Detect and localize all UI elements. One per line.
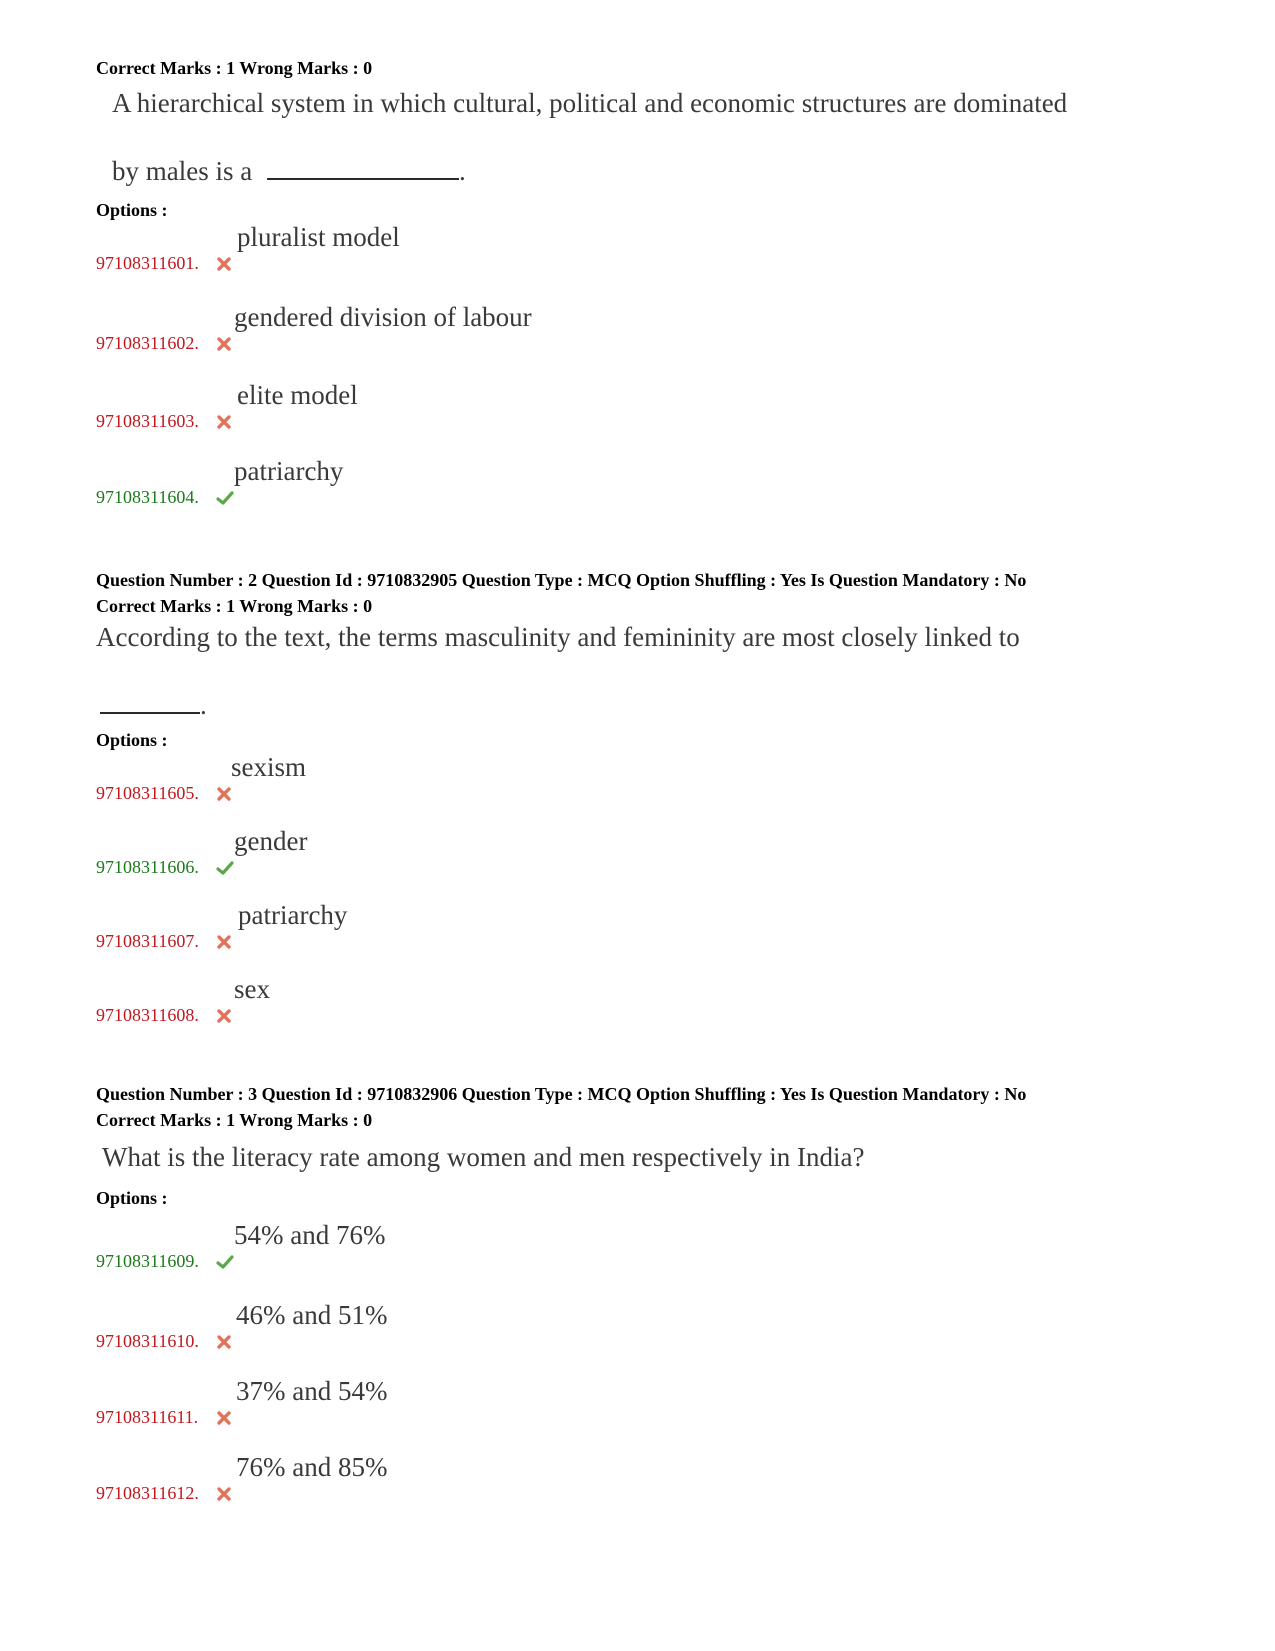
option-text: sex [234, 974, 270, 1004]
option-text: 76% and 85% [236, 1452, 388, 1482]
q2-header: Question Number : 2 Question Id : 9710832905 Question Type : MCQ Option Shuffling : Yes Is Question Mandatory : No [96, 570, 1027, 590]
q2-blank [100, 686, 200, 714]
option-text: 37% and 54% [236, 1376, 388, 1406]
q3-text-line1: What is the literacy rate among women and men respectively in India? [102, 1142, 865, 1172]
q2-text-line1: According to the text, the terms masculinity and femininity are most closely linked to [96, 622, 1020, 652]
option-text: 46% and 51% [236, 1300, 388, 1330]
option-id: 97108311601. [96, 253, 199, 273]
q1-option-3 [96, 380, 1096, 440]
wrong-cross-icon [216, 1008, 232, 1024]
q3-header: Question Number : 3 Question Id : 9710832906 Question Type : MCQ Option Shuffling : Yes Is Question Mandatory : No [96, 1084, 1027, 1104]
option-id: 97108311604. [96, 487, 199, 507]
correct-check-icon [216, 1254, 232, 1270]
correct-check-icon [216, 860, 232, 876]
correct-check-icon [216, 490, 232, 506]
q3-option-4 [96, 1452, 1096, 1512]
q1-option-1 [96, 222, 1096, 282]
wrong-cross-icon [216, 414, 232, 430]
q2-option-1 [96, 752, 1096, 812]
q3-option-1 [96, 1220, 1096, 1280]
wrong-cross-icon [216, 336, 232, 352]
option-text: patriarchy [238, 900, 348, 930]
option-text: sexism [231, 752, 307, 782]
wrong-cross-icon [216, 1334, 232, 1350]
q1-marks: Correct Marks : 1 Wrong Marks : 0 [96, 58, 373, 78]
option-text: gender [234, 826, 308, 856]
wrong-cross-icon [216, 786, 232, 802]
q2-text-line2 [96, 686, 207, 721]
option-id: 97108311612. [96, 1483, 199, 1503]
option-text: 54% and 76% [234, 1220, 386, 1250]
option-id: 97108311602. [96, 333, 199, 353]
q1-blank [267, 152, 459, 180]
q1-text-end: . [458, 156, 466, 186]
option-id: 97108311608. [96, 1005, 199, 1025]
q2-text-end: . [200, 690, 207, 720]
wrong-cross-icon [216, 256, 232, 272]
q3-option-2 [96, 1300, 1096, 1360]
wrong-cross-icon [216, 1410, 232, 1426]
option-id: 97108311605. [96, 783, 199, 803]
wrong-cross-icon [216, 1486, 232, 1502]
wrong-cross-icon [216, 934, 232, 950]
option-id: 97108311609. [96, 1251, 199, 1271]
q2-option-3 [96, 900, 1096, 960]
option-id: 97108311610. [96, 1331, 199, 1351]
option-id: 97108311611. [96, 1407, 199, 1427]
q3-options-label: Options : [96, 1188, 168, 1208]
q3-marks: Correct Marks : 1 Wrong Marks : 0 [96, 1110, 373, 1130]
option-text: elite model [237, 380, 358, 410]
q3-option-3 [96, 1376, 1096, 1436]
option-id: 97108311607. [96, 931, 199, 951]
option-id: 97108311606. [96, 857, 199, 877]
q1-text-line2 [112, 152, 466, 187]
q2-option-4 [96, 974, 1096, 1034]
q1-text-line1: A hierarchical system in which cultural, political and economic structures are dominated [112, 88, 1068, 118]
q2-option-2 [96, 826, 1096, 886]
q1-option-4 [96, 456, 1096, 516]
option-text: gendered division of labour [234, 302, 532, 332]
q2-marks: Correct Marks : 1 Wrong Marks : 0 [96, 596, 373, 616]
option-text: pluralist model [237, 222, 400, 252]
q2-options-label: Options : [96, 730, 168, 750]
q1-text-line2-start: by males is a [112, 156, 253, 186]
option-id: 97108311603. [96, 411, 199, 431]
option-text: patriarchy [234, 456, 344, 486]
q1-options-label: Options : [96, 200, 168, 220]
q1-option-2 [96, 302, 1096, 362]
